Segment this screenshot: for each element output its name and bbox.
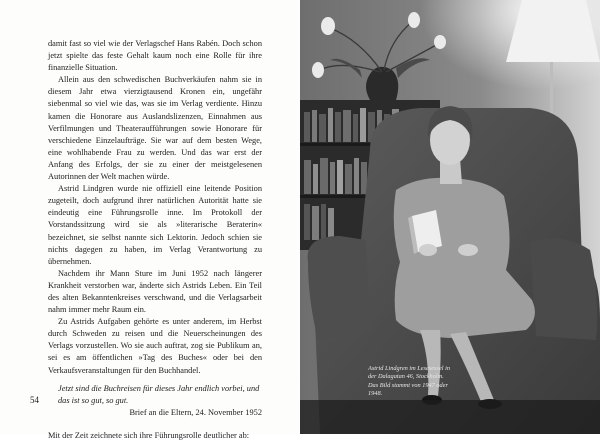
paragraph-5: Zu Astrids Aufgaben gehörte es unter anderem, im Herbst durch Schweden zu reisen und die Neuerscheinungen des Verlags vorzustellen. Wo sie auch auftrat, zog sie Publikum an, sei es am öffentlichen »Tag des Buches« oder bei den Verkaufsveranstaltungen für den Buchhandel. [48, 317, 262, 375]
final-line: Mit der Zeit zeichnete sich ihre Führungsrolle deutlicher ab: [48, 430, 250, 440]
page-number: 54 [30, 395, 39, 405]
photo-caption [368, 365, 460, 399]
caption-line: der Dalagatan 46, Stockholm. [368, 373, 444, 381]
body-text [48, 38, 262, 442]
letter-quote: Jetzt sind die Buchreisen für dieses Jahr endlich vorbei, und das ist so gut, so gut. [58, 383, 260, 405]
caption-line: 1948. [368, 390, 383, 398]
caption-line: Astrid Lindgren im Lesesessel in [368, 365, 450, 372]
left-page [0, 0, 300, 440]
paragraph-2: Allein aus den schwedischen Buchverkäufen nahm sie in diesem Jahr etwa vierzigtausend Kronen ein, ungefähr siebenmal so viel wie das, was sie im Verlag verdiente. Hinzu kamen die Honorare aus Auslandslizenzen, Einnahmen aus Verfilmungen und Theateraufführungen sowie Honorare für verschiedene Einzelaufträge. Sie war auf dem besten Wege, eine wohlhabende Frau zu werden. Und das war erst der Anfang des Erfolgs, der sie zu einer der meistgelesenen Autorinnen der Welt machen würde. [48, 75, 262, 182]
caption-line: Das Bild stammt von 1947 oder [368, 381, 448, 389]
quote-source: Brief an die Eltern, 24. November 1952 [129, 407, 262, 417]
paragraph-1: damit fast so viel wie der Verlagschef Hans Rabén. Doch schon jetzt spielte das feste Gehalt kaum noch eine Rolle für ihre finanzielle Situation. [48, 39, 262, 73]
paragraph-3: Astrid Lindgren wurde nie offiziell eine leitende Position zugeteilt, doch aufgrund ihrer natürlichen Autorität hatte sie eindeutig eine Führungsrolle inne. Im Protokoll der Vorstandssitzung wird sie als »literarische Beraterin« bezeichnet, sie selbst nannte sich Lektorin. Jedoch schien sie nichts dagegen zu haben, im Verlag Verantwortung zu übernehmen. [48, 184, 262, 266]
paragraph-4: Nachdem ihr Mann Sture im Juni 1952 nach längerer Krankheit verstorben war, änderte sich Astrids Leben. Ein Teil des alten Bekanntenkreises verschwand, und die Verlagsarbeit nahm immer mehr Raum ein. [48, 268, 262, 315]
